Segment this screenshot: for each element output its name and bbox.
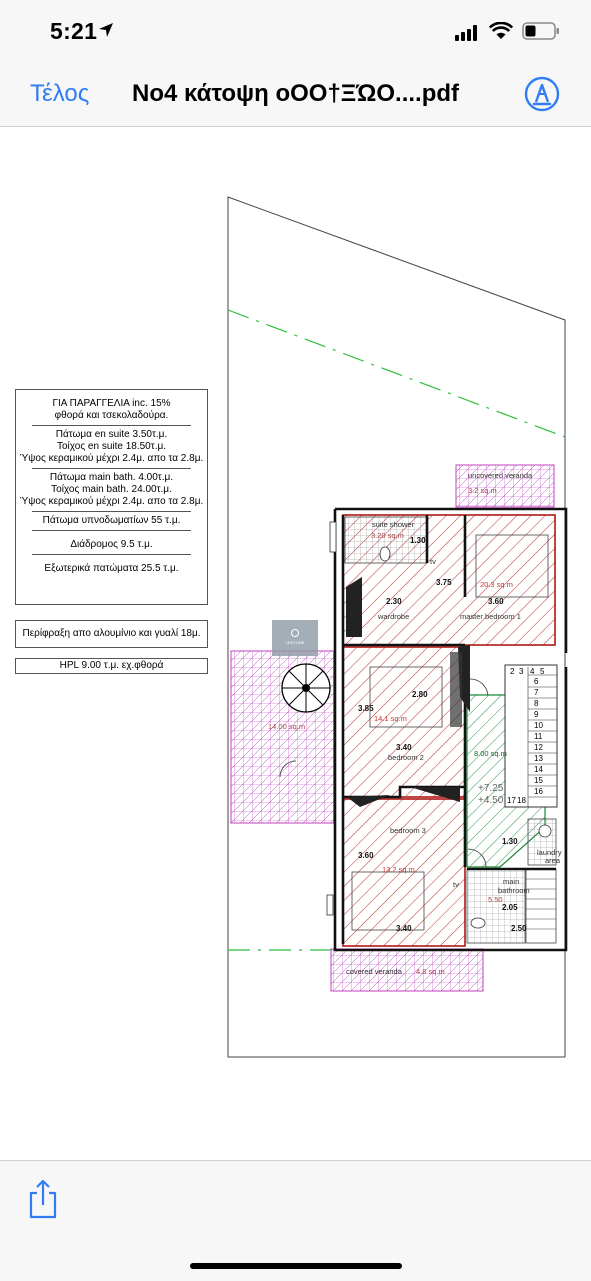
level-lower: +4.50 [478, 795, 504, 806]
svg-text:13: 13 [534, 754, 543, 763]
label-suite-shower-area: 3.20 sq.m [371, 531, 404, 540]
status-bar [0, 0, 591, 64]
svg-text:3: 3 [519, 667, 524, 676]
label-master-bedroom: master bedroom 1 [460, 612, 521, 621]
label-bed2-area: 14.1 sq.m [374, 714, 407, 723]
dim-385: 3.85 [358, 704, 374, 713]
dim-130-laundry: 1.30 [502, 837, 518, 846]
label-covered-veranda-area: 4.8 sq.m [416, 967, 445, 976]
svg-text:5: 5 [540, 667, 545, 676]
battery-icon [522, 21, 560, 41]
label-bedroom3: bedroom 3 [390, 826, 426, 835]
svg-text:7: 7 [534, 688, 539, 697]
svg-text:2: 2 [510, 667, 515, 676]
svg-text:11: 11 [534, 732, 543, 741]
done-button[interactable]: Τέλος [30, 80, 90, 107]
note-line: Ύψος κεραμικού μέχρι 2.4μ. απο τα 2.8μ. [19, 496, 204, 507]
dim-130-top: 1.30 [410, 536, 426, 545]
svg-text:6: 6 [534, 677, 539, 686]
label-uncovered-veranda-area: 3.2 sq.m [468, 486, 497, 495]
note-line: Τοίχος en suite 18.50τ.μ. [56, 441, 167, 452]
note-line: Εξωτερικά πατώματα 25.5 τ.μ. [44, 563, 179, 574]
label-uncovered-veranda: uncovered veranda [468, 471, 533, 480]
svg-text:17: 17 [507, 796, 516, 805]
share-icon[interactable] [28, 1179, 58, 1219]
note-line: ΓΙΑ ΠΑΡΑΓΓΕΛΙΑ inc. 15% [52, 398, 171, 409]
svg-text:8: 8 [534, 699, 539, 708]
label-bedroom2: bedroom 2 [388, 753, 424, 762]
label-main-bath-1: main [503, 877, 520, 886]
label-suite-shower: suite shower [372, 520, 415, 529]
fence-note: Περίφραξη απο αλουμίνιο και γυαλί 18μ. [15, 620, 208, 648]
label-covered-veranda: covered veranda [346, 967, 402, 976]
label-main-bath-area: 5.50 [488, 895, 503, 904]
label-laundry-area: area [545, 856, 561, 865]
svg-text:15: 15 [534, 776, 543, 785]
pdf-page[interactable] [0, 127, 591, 1160]
svg-text:16: 16 [534, 787, 543, 796]
svg-text:9: 9 [534, 710, 539, 719]
location-arrow-icon [98, 22, 114, 38]
label-tv-1: tv [430, 557, 436, 566]
bottom-toolbar [0, 1160, 591, 1281]
note-line: Τοίχος main bath. 24.00τ.μ. [51, 484, 172, 495]
note-line: Πάτωμα en suite 3.50τ.μ. [55, 429, 168, 440]
status-time: 5:21 [50, 18, 98, 44]
svg-text:4: 4 [530, 667, 535, 676]
navigation-bar [0, 64, 591, 127]
dim-205: 2.05 [502, 903, 518, 912]
wifi-icon [489, 22, 513, 40]
dim-360-master: 3.60 [488, 597, 504, 606]
label-laundry: laundry [537, 848, 562, 857]
svg-text:14: 14 [534, 765, 543, 774]
dim-340-bed3: 3.40 [396, 924, 412, 933]
label-main-bath-2: bathroom [498, 886, 530, 895]
dim-250: 2.50 [511, 924, 527, 933]
dim-280: 2.80 [412, 690, 428, 699]
markup-pen-icon[interactable] [522, 74, 562, 114]
cellular-signal-icon [455, 25, 481, 41]
document-title: No4 κάτοψη oOO†ΞΏO....pdf [132, 80, 460, 107]
note-line: Διάδρομος 9.5 τ.μ. [70, 539, 153, 550]
dim-340-bed2: 3.40 [396, 743, 412, 752]
watermark-logo: LEKTONE [272, 620, 318, 656]
dim-360-bed3: 3.60 [358, 851, 374, 860]
label-tv-2: tv [453, 880, 459, 889]
hpl-note: HPL 9.00 τ.μ. εχ.φθορά [15, 658, 208, 674]
dim-230: 2.30 [386, 597, 402, 606]
home-indicator[interactable] [190, 1263, 402, 1269]
label-bed3-area: 13.2 sq.m [382, 865, 415, 874]
svg-text:18: 18 [517, 796, 526, 805]
materials-notes [15, 389, 208, 605]
svg-text:12: 12 [534, 743, 543, 752]
level-upper: +7.25 [478, 783, 504, 794]
label-hall-area: 8.00 sq.m [474, 749, 507, 758]
note-line: φθορά και τσεκολαδούρα. [54, 410, 169, 421]
label-terrace-area: 14.00 sq.m [268, 722, 306, 731]
note-line: Πάτωμα main bath. 4.00τ.μ. [49, 472, 174, 483]
setback-line-top [228, 310, 565, 437]
label-master-area: 20.3 sq.m [480, 580, 513, 589]
note-line: Πάτωμα υπνοδωματίων 55 τ.μ. [42, 515, 181, 526]
note-line: Ύψος κεραμικού μέχρι 2.4μ. απο τα 2.8μ. [19, 453, 204, 464]
label-wardrobe: wardrobe [378, 612, 410, 621]
svg-text:10: 10 [534, 721, 543, 730]
dim-375: 3.75 [436, 578, 452, 587]
